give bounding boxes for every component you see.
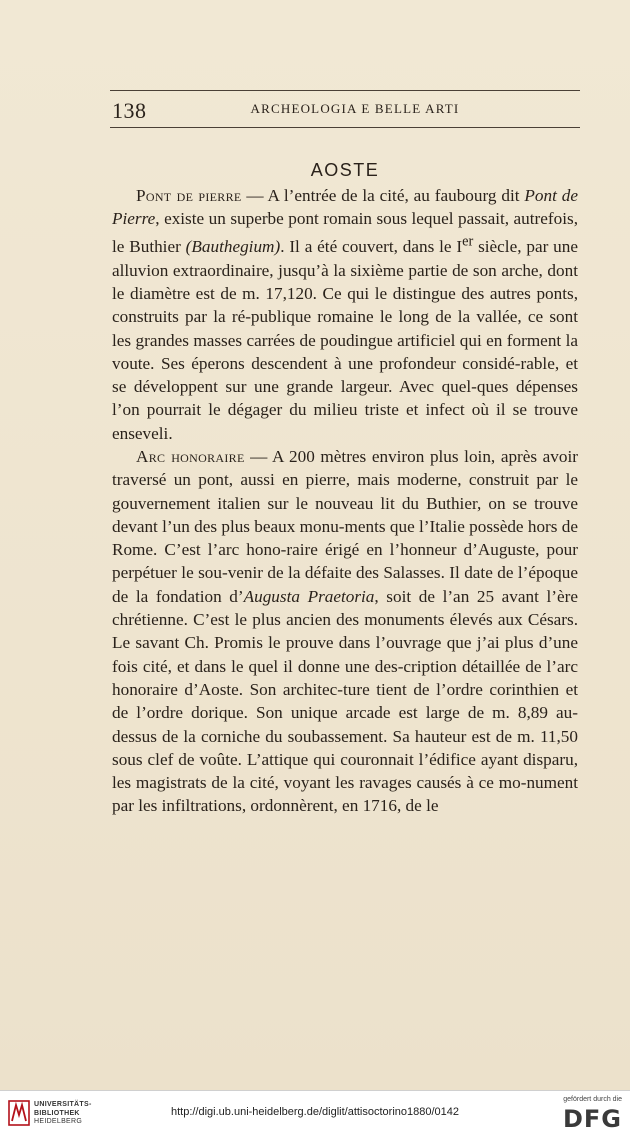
running-title: ARCHEOLOGIA E BELLE ARTI <box>250 101 460 116</box>
header-bottom-rule <box>110 127 580 128</box>
source-url-link[interactable]: http://digi.ub.uni-heidelberg.de/diglit/attisoctorino1880/0142 <box>170 1106 460 1118</box>
header-top-rule <box>110 90 580 91</box>
paragraph-lead: Arc honoraire <box>136 447 245 466</box>
paragraph-lead: Pont de pierre <box>136 186 242 205</box>
paragraph-arc-honoraire <box>112 445 578 818</box>
funded-by-text: gefördert durch die <box>563 1096 622 1103</box>
digitization-footer <box>0 1090 630 1136</box>
body-text <box>112 184 578 818</box>
dfg-logo: DFG <box>562 1105 622 1133</box>
university-library-name: UNIVERSITÄTS- BIBLIOTHEK HEIDELBERG <box>34 1101 92 1125</box>
section-title: AOSTE <box>310 160 380 180</box>
running-head <box>110 101 580 117</box>
paragraph-body: — A l’entrée de la cité, au faubourg dit Pont de Pierre, existe un superbe pont romain sous lequel passait, autrefois, le Buthier (Bauthegium). Il a été couvert, dans le Ier siècle, par une alluvion extraordinaire, jusqu’à la sixième partie de son arche, dont le diamètre est de m. 17,120. Ce qui le distingue des autres ponts, construits par la ré-publique romaine le long de la vallée, ce sont les grandes masses carrées de poudingue artificiel qui en forment la voute. Ses éperons descendent à une profondeur considé-rable, et se développent sur une grande largeur. Avec quel-ques dépenses l’on pourrait le dégager du milieu triste et infect où il se trouve enseveli. <box>112 186 578 443</box>
paragraph-pont-de-pierre <box>112 184 578 445</box>
page-number: 138 <box>112 98 147 123</box>
paragraph-body: — A 200 mètres environ plus loin, après avoir traversé un pont, aussi en pierre, mais moderne, construit par le gouvernement italien sur le nouveau lit du Buthier, on se trouve devant l’un des plus beaux monu-ments que l’Italie possède hors de Rome. C’est l’arc hono-raire érigé en l’honneur d’Auguste, pour perpétuer le sou-venir de la défaite des Salasses. Il date de l’époque de la fondation d’Augusta Praetoria, soit de l’an 25 avant l’ère chrétienne. C’est le plus ancien des monuments élevés aux Césars. Le savant Ch. Promis le prouve dans l’ouvrage que j’ai plus d’une fois cité, et dans le quel il donne une des-cription détaillée de l’arc honoraire d’Aoste. Son architec-ture tient de l’ordre corinthien et de l’ordre dorique. Son unique arcade est large de m. 8,89 au-dessus de la corniche du soubassement. Sa hauteur est de m. 11,50 sous clef de voûte. L’attique qui couronnait l’édifice ayant disparu, les magistrats de la cité, voyant les ravages causés à ce mo-nument par les infiltrations, ordonnèrent, en 1716, de le <box>112 447 578 816</box>
